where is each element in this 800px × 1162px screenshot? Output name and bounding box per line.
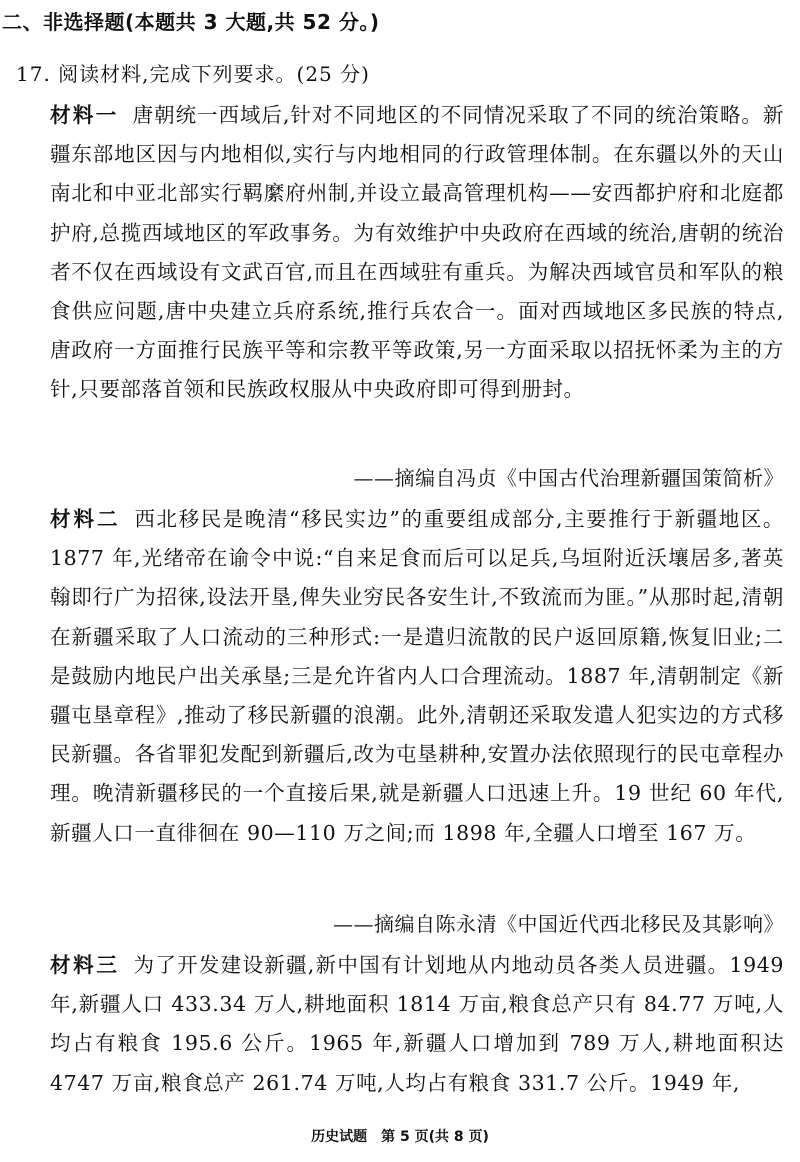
page-footer: 历史试题 第 5 页(共 8 页) — [311, 1129, 489, 1145]
material-3-text: 为了开发建设新疆,新中国有计划地从内地动员各类人员进疆。1949 年,新疆人口 433.34 万人,耕地面积 1814 万亩,粮食总产只有 84.77 万吨,人均占有粮食 195.6 公斤。1965 年,新疆人口增加到 789 万人,耕地面积达 4747 万亩,粮食总产 261.74 万吨,人均占有粮食 331.7 公斤。1949 年, — [50, 953, 784, 1095]
material-1-text: 唐朝统一西域后,针对不同地区的不同情况采取了不同的统治策略。新疆东部地区因与内地相似,实行与内地相同的行政管理体制。在东疆以外的天山南北和中亚北部实行羁縻府州制,并设立最高管理机构——安西都护府和北庭都护府,总揽西域地区的军政事务。为有效维护中央政府在西域的统治,唐朝的统治者不仅在西域设有文武百官,而且在西域驻有重兵。为解决西域官员和军队的粮食供应问题,唐中央建立兵府系统,推行兵农合一。面对西域地区多民族的特点,唐政府一方面推行民族平等和宗教平等政策,另一方面采取以招抚怀柔为主的方针,只要部落首领和民族政权服从中央政府即可得到册封。 — [50, 103, 784, 402]
material-1 — [50, 96, 784, 410]
section-title: 二、非选择题(本题共 3 大题,共 52 分。) — [2, 10, 380, 34]
question-title: 17. 阅读材料,完成下列要求。(25 分) — [16, 62, 370, 86]
material-2-text: 西北移民是晚清“移民实边”的重要组成部分,主要推行于新疆地区。1877 年,光绪帝在谕令中说:“自来足食而后可以足兵,乌垣附近沃壤居多,著英翰即行广为招徕,设法开垦,俾失业穷民各安生计,不致流而为匪。”从那时起,清朝在新疆采取了人口流动的三种形式:一是遣归流散的民户返回原籍,恢复旧业;二是鼓励内地民户出关承垦;三是允许省内人口合理流动。1887 年,清朝制定《新疆屯垦章程》,推动了移民新疆的浪潮。此外,清朝还采取发遣人犯实边的方式移民新疆。各省罪犯发配到新疆后,改为屯垦耕种,安置办法依照现行的民屯章程办理。晚清新疆移民的一个直接后果,就是新疆人口迅速上升。19 世纪 60 年代,新疆人口一直徘徊在 90—110 万之间;而 1898 年,全疆人口增至 167 万。 — [50, 507, 785, 845]
material-2-source: ——摘编自陈永清《中国近代西北移民及其影响》 — [333, 912, 784, 936]
material-1-source: ——摘编自冯贞《中国古代治理新疆国策简析》 — [353, 466, 784, 490]
material-3-label: 材料三 — [50, 953, 120, 977]
material-3 — [50, 946, 784, 1103]
material-2 — [50, 500, 784, 853]
material-2-label: 材料二 — [50, 507, 121, 531]
material-1-label: 材料一 — [50, 103, 119, 127]
